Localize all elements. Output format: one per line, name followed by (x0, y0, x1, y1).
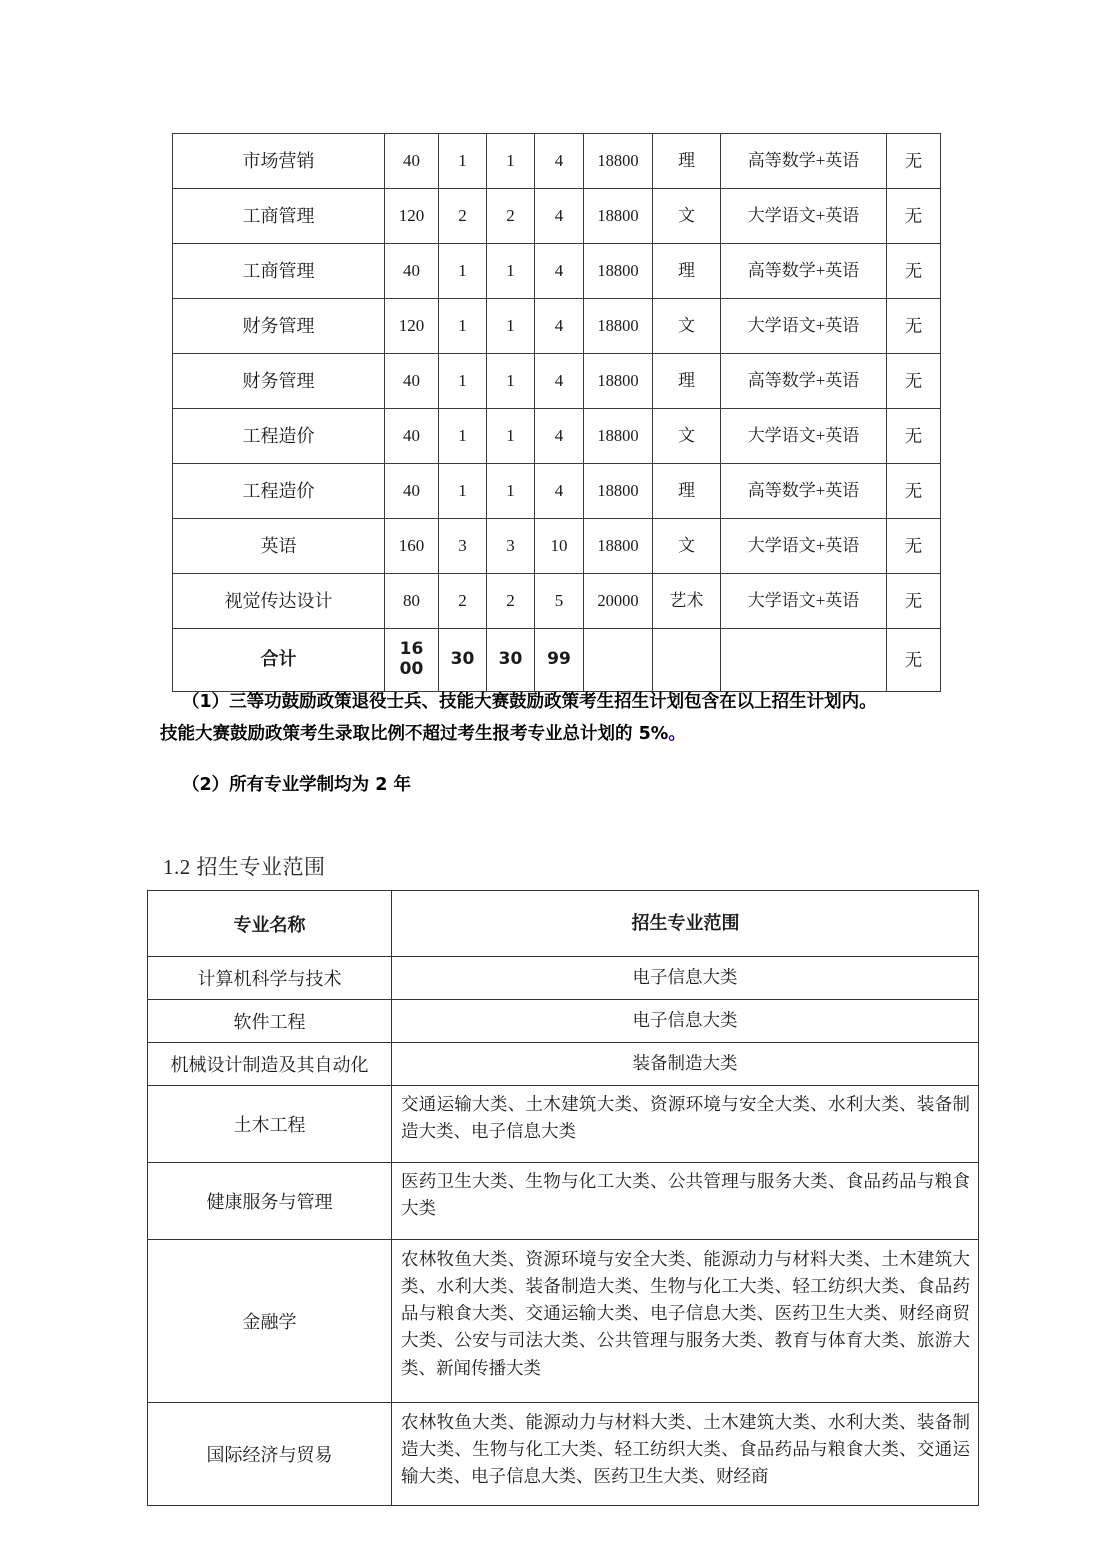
table-row (148, 1403, 979, 1506)
majors-scope-table (147, 890, 979, 1506)
notes-block (160, 694, 960, 795)
cell-ji: 1 (487, 244, 535, 299)
table-total-row (173, 629, 941, 692)
cell-san: 1 (439, 464, 487, 519)
cell-major: 英语 (173, 519, 385, 574)
cell-san: 2 (439, 189, 487, 244)
cell-plan: 40 (385, 409, 439, 464)
cell-major-scope: 农林牧鱼大类、能源动力与材料大类、土木建筑大类、水利大类、装备制造大类、生物与化工大类、轻工纺织大类、食品药品与粮食大类、交通运输大类、电子信息大类、医药卫生大类、财经商 (392, 1403, 979, 1506)
cell-fee: 18800 (584, 409, 653, 464)
table-row (173, 574, 941, 629)
cell-note: 无 (887, 464, 941, 519)
note-2: （2）所有专业学制均为 2 年 (182, 775, 412, 795)
cell-major-name: 土木工程 (148, 1086, 392, 1163)
cell-ji: 1 (487, 409, 535, 464)
cell-fee: 18800 (584, 244, 653, 299)
table-row (173, 409, 941, 464)
total-plan-value: 1600 (399, 639, 424, 679)
cell-total-subject (653, 629, 721, 692)
cell-major: 财务管理 (173, 299, 385, 354)
cell-ji: 2 (487, 189, 535, 244)
cell-ji: 1 (487, 464, 535, 519)
cell-total-san: 30 (439, 629, 487, 692)
table-header-row (148, 891, 979, 957)
enrollment-plan-table (172, 133, 941, 692)
cell-note: 无 (887, 354, 941, 409)
cell-subject: 理 (653, 354, 721, 409)
cell-tui: 10 (535, 519, 584, 574)
cell-tui: 5 (535, 574, 584, 629)
cell-major-scope: 农林牧鱼大类、资源环境与安全大类、能源动力与材料大类、土木建筑大类、水利大类、装备制造大类、生物与化工大类、轻工纺织大类、食品药品与粮食大类、交通运输大类、电子信息大类、医药卫生大类、财经商贸大类、公安与司法大类、公共管理与服务大类、教育与体育大类、旅游大类、新闻传播大类 (392, 1240, 979, 1403)
cell-fee: 18800 (584, 354, 653, 409)
cell-subject: 理 (653, 244, 721, 299)
cell-ji: 2 (487, 574, 535, 629)
cell-exam: 高等数学+英语 (721, 134, 887, 189)
cell-san: 1 (439, 244, 487, 299)
cell-major: 工商管理 (173, 244, 385, 299)
table-row (173, 354, 941, 409)
table-row (173, 519, 941, 574)
table-row (173, 464, 941, 519)
cell-exam: 大学语文+英语 (721, 299, 887, 354)
cell-subject: 文 (653, 299, 721, 354)
cell-ji: 3 (487, 519, 535, 574)
cell-san: 1 (439, 299, 487, 354)
cell-major-scope: 医药卫生大类、生物与化工大类、公共管理与服务大类、食品药品与粮食大类 (392, 1163, 979, 1240)
cell-exam: 大学语文+英语 (721, 189, 887, 244)
header-major-name: 专业名称 (148, 891, 392, 957)
cell-subject: 文 (653, 189, 721, 244)
cell-plan: 80 (385, 574, 439, 629)
note-1-period: 。 (668, 723, 686, 744)
cell-major: 工程造价 (173, 409, 385, 464)
cell-total-ji: 30 (487, 629, 535, 692)
cell-exam: 高等数学+英语 (721, 244, 887, 299)
cell-subject: 理 (653, 464, 721, 519)
table-row (173, 299, 941, 354)
cell-plan: 120 (385, 299, 439, 354)
cell-plan: 40 (385, 244, 439, 299)
cell-fee: 18800 (584, 464, 653, 519)
cell-san: 1 (439, 354, 487, 409)
cell-major: 市场营销 (173, 134, 385, 189)
cell-tui: 4 (535, 354, 584, 409)
cell-tui: 4 (535, 189, 584, 244)
cell-san: 3 (439, 519, 487, 574)
cell-note: 无 (887, 519, 941, 574)
majors-scope-body (148, 891, 979, 1506)
section-heading-1-2: 1.2 招生专业范围 (163, 855, 326, 879)
enrollment-plan-body (173, 134, 941, 692)
note-1-line-2-text: 技能大赛鼓励政策考生录取比例不超过考生报考专业总计划的 5% (160, 723, 669, 744)
cell-exam: 大学语文+英语 (721, 519, 887, 574)
cell-major: 视觉传达设计 (173, 574, 385, 629)
cell-plan: 40 (385, 464, 439, 519)
cell-san: 1 (439, 409, 487, 464)
cell-total-exam (721, 629, 887, 692)
table-row (173, 189, 941, 244)
cell-ji: 1 (487, 134, 535, 189)
cell-ji: 1 (487, 354, 535, 409)
cell-major-name: 计算机科学与技术 (148, 957, 392, 1000)
cell-ji: 1 (487, 299, 535, 354)
cell-total-tui: 99 (535, 629, 584, 692)
cell-san: 1 (439, 134, 487, 189)
cell-total-note: 无 (887, 629, 941, 692)
table-row (148, 1240, 979, 1403)
cell-note: 无 (887, 409, 941, 464)
table-row (148, 1000, 979, 1043)
cell-plan: 160 (385, 519, 439, 574)
cell-fee: 18800 (584, 299, 653, 354)
cell-exam: 大学语文+英语 (721, 574, 887, 629)
cell-major: 工程造价 (173, 464, 385, 519)
note-1-line-2 (160, 723, 960, 744)
cell-note: 无 (887, 134, 941, 189)
cell-plan: 120 (385, 189, 439, 244)
cell-major-name: 软件工程 (148, 1000, 392, 1043)
cell-note: 无 (887, 189, 941, 244)
cell-subject: 文 (653, 519, 721, 574)
cell-subject: 文 (653, 409, 721, 464)
cell-total-label: 合计 (173, 629, 385, 692)
cell-note: 无 (887, 244, 941, 299)
cell-major-name: 国际经济与贸易 (148, 1403, 392, 1506)
cell-major-name: 健康服务与管理 (148, 1163, 392, 1240)
cell-fee: 20000 (584, 574, 653, 629)
table-row (148, 1086, 979, 1163)
cell-tui: 4 (535, 244, 584, 299)
cell-tui: 4 (535, 464, 584, 519)
cell-tui: 4 (535, 134, 584, 189)
header-major-scope: 招生专业范围 (392, 891, 979, 957)
table-row (148, 1043, 979, 1086)
cell-note: 无 (887, 299, 941, 354)
cell-major-name: 机械设计制造及其自动化 (148, 1043, 392, 1086)
cell-tui: 4 (535, 409, 584, 464)
cell-san: 2 (439, 574, 487, 629)
cell-major-scope: 装备制造大类 (392, 1043, 979, 1086)
cell-major-scope: 电子信息大类 (392, 1000, 979, 1043)
cell-major: 工商管理 (173, 189, 385, 244)
table-row (173, 134, 941, 189)
cell-major-name: 金融学 (148, 1240, 392, 1403)
cell-plan: 40 (385, 134, 439, 189)
note-1-line-1: （1）三等功鼓励政策退役士兵、技能大赛鼓励政策考生招生计划包含在以上招生计划内。 (182, 692, 877, 712)
cell-fee: 18800 (584, 519, 653, 574)
cell-total-fee (584, 629, 653, 692)
cell-major: 财务管理 (173, 354, 385, 409)
table-row (148, 957, 979, 1000)
cell-exam: 高等数学+英语 (721, 354, 887, 409)
cell-total-plan (385, 629, 439, 692)
cell-exam: 高等数学+英语 (721, 464, 887, 519)
cell-major-scope: 交通运输大类、土木建筑大类、资源环境与安全大类、水利大类、装备制造大类、电子信息大类 (392, 1086, 979, 1163)
cell-subject: 理 (653, 134, 721, 189)
table-row (173, 244, 941, 299)
cell-tui: 4 (535, 299, 584, 354)
cell-fee: 18800 (584, 134, 653, 189)
note-1 (160, 694, 960, 743)
cell-plan: 40 (385, 354, 439, 409)
cell-note: 无 (887, 574, 941, 629)
cell-major-scope: 电子信息大类 (392, 957, 979, 1000)
cell-exam: 大学语文+英语 (721, 409, 887, 464)
table-row (148, 1163, 979, 1240)
cell-subject: 艺术 (653, 574, 721, 629)
cell-fee: 18800 (584, 189, 653, 244)
